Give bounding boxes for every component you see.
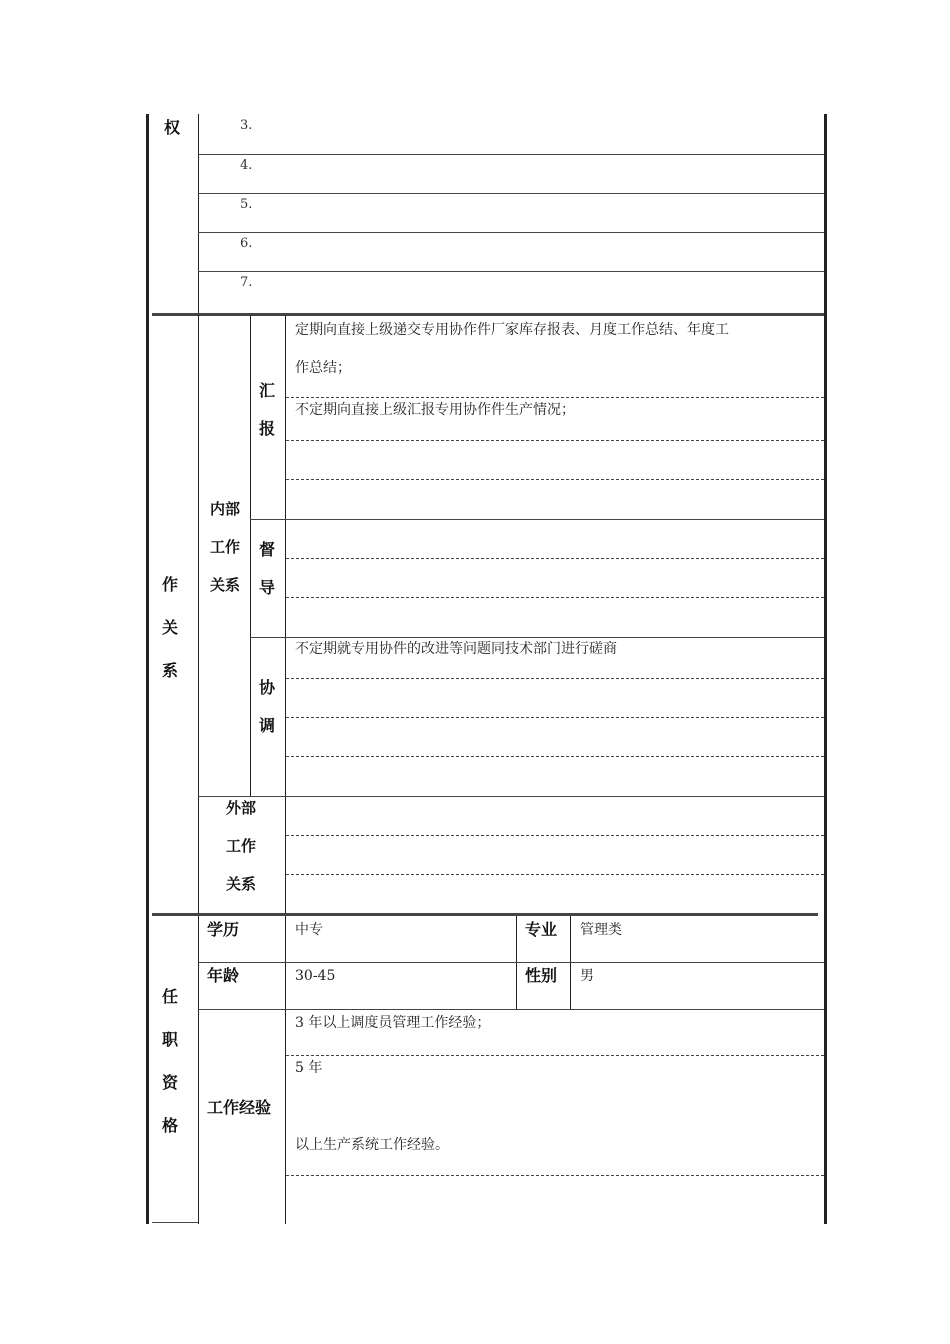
row-line bbox=[198, 1009, 824, 1010]
education-label: 学历 bbox=[207, 920, 240, 939]
dashed-line bbox=[286, 1175, 824, 1176]
age-label: 年龄 bbox=[207, 966, 240, 985]
dashed-line bbox=[286, 597, 824, 598]
item-number: 6. bbox=[240, 236, 253, 251]
row-line bbox=[198, 193, 824, 194]
row-line bbox=[198, 154, 824, 155]
row-line bbox=[198, 962, 824, 963]
age-value: 30-45 bbox=[295, 968, 336, 984]
dashed-line bbox=[286, 835, 824, 836]
external-relations-label: 外部 工作 关系 bbox=[225, 799, 256, 893]
qualification-side-label: 任 职 资 格 bbox=[162, 987, 179, 1135]
bottom-line bbox=[152, 1222, 198, 1223]
content-col-divider bbox=[285, 315, 286, 915]
report-text-1: 定期向直接上级递交专用协作件厂家库存报表、月度工作总结、年度工 bbox=[295, 322, 729, 338]
experience-text-3: 以上生产系统工作经验。 bbox=[295, 1137, 449, 1153]
row-line bbox=[198, 232, 824, 233]
row-line bbox=[250, 519, 824, 520]
report-text-3: 不定期向直接上级汇报专用协作件生产情况； bbox=[295, 402, 575, 418]
report-text-2: 作总结； bbox=[295, 360, 351, 376]
relations-col-divider bbox=[198, 315, 199, 915]
internal-relations-label: 内部 工作 关系 bbox=[209, 500, 240, 594]
dashed-line bbox=[286, 874, 824, 875]
dashed-line bbox=[286, 558, 824, 559]
coordinate-label: 协 调 bbox=[259, 678, 276, 735]
report-label: 汇 报 bbox=[259, 381, 276, 438]
dashed-line bbox=[286, 479, 824, 480]
right-border bbox=[824, 114, 827, 1224]
power-col-divider bbox=[198, 114, 199, 314]
relations-side-label: 作 关 系 bbox=[162, 575, 179, 680]
dashed-line bbox=[286, 678, 824, 679]
major-value: 管理类 bbox=[580, 922, 622, 938]
left-border bbox=[146, 114, 149, 1224]
gender-label: 性别 bbox=[525, 966, 558, 985]
coordinate-text-1: 不定期就专用协件的改进等问题同技术部门进行磋商 bbox=[295, 641, 617, 657]
dashed-line bbox=[286, 756, 824, 757]
experience-text-1: 3 年以上调度员管理工作经验； bbox=[295, 1015, 491, 1031]
item-number: 5. bbox=[240, 197, 253, 212]
section-divider bbox=[152, 913, 818, 916]
dashed-line bbox=[286, 440, 824, 441]
major-label: 专业 bbox=[525, 920, 558, 939]
item-number: 7. bbox=[240, 275, 253, 290]
supervise-label: 督 导 bbox=[259, 540, 276, 597]
dashed-line bbox=[286, 397, 824, 398]
experience-text-2: 5 年 bbox=[295, 1060, 323, 1076]
education-value: 中专 bbox=[295, 922, 323, 938]
power-label: 权 bbox=[164, 118, 181, 137]
dashed-line bbox=[286, 717, 824, 718]
dashed-line bbox=[286, 1055, 824, 1056]
sub-col-divider bbox=[250, 315, 251, 796]
item-number: 4. bbox=[240, 158, 253, 173]
experience-label: 工作经验 bbox=[207, 1098, 272, 1117]
item-number: 3. bbox=[240, 118, 253, 133]
row-line bbox=[198, 271, 824, 272]
row-line bbox=[250, 637, 824, 638]
row-line bbox=[198, 796, 824, 797]
section-divider bbox=[152, 313, 824, 316]
gender-value: 男 bbox=[580, 968, 594, 984]
